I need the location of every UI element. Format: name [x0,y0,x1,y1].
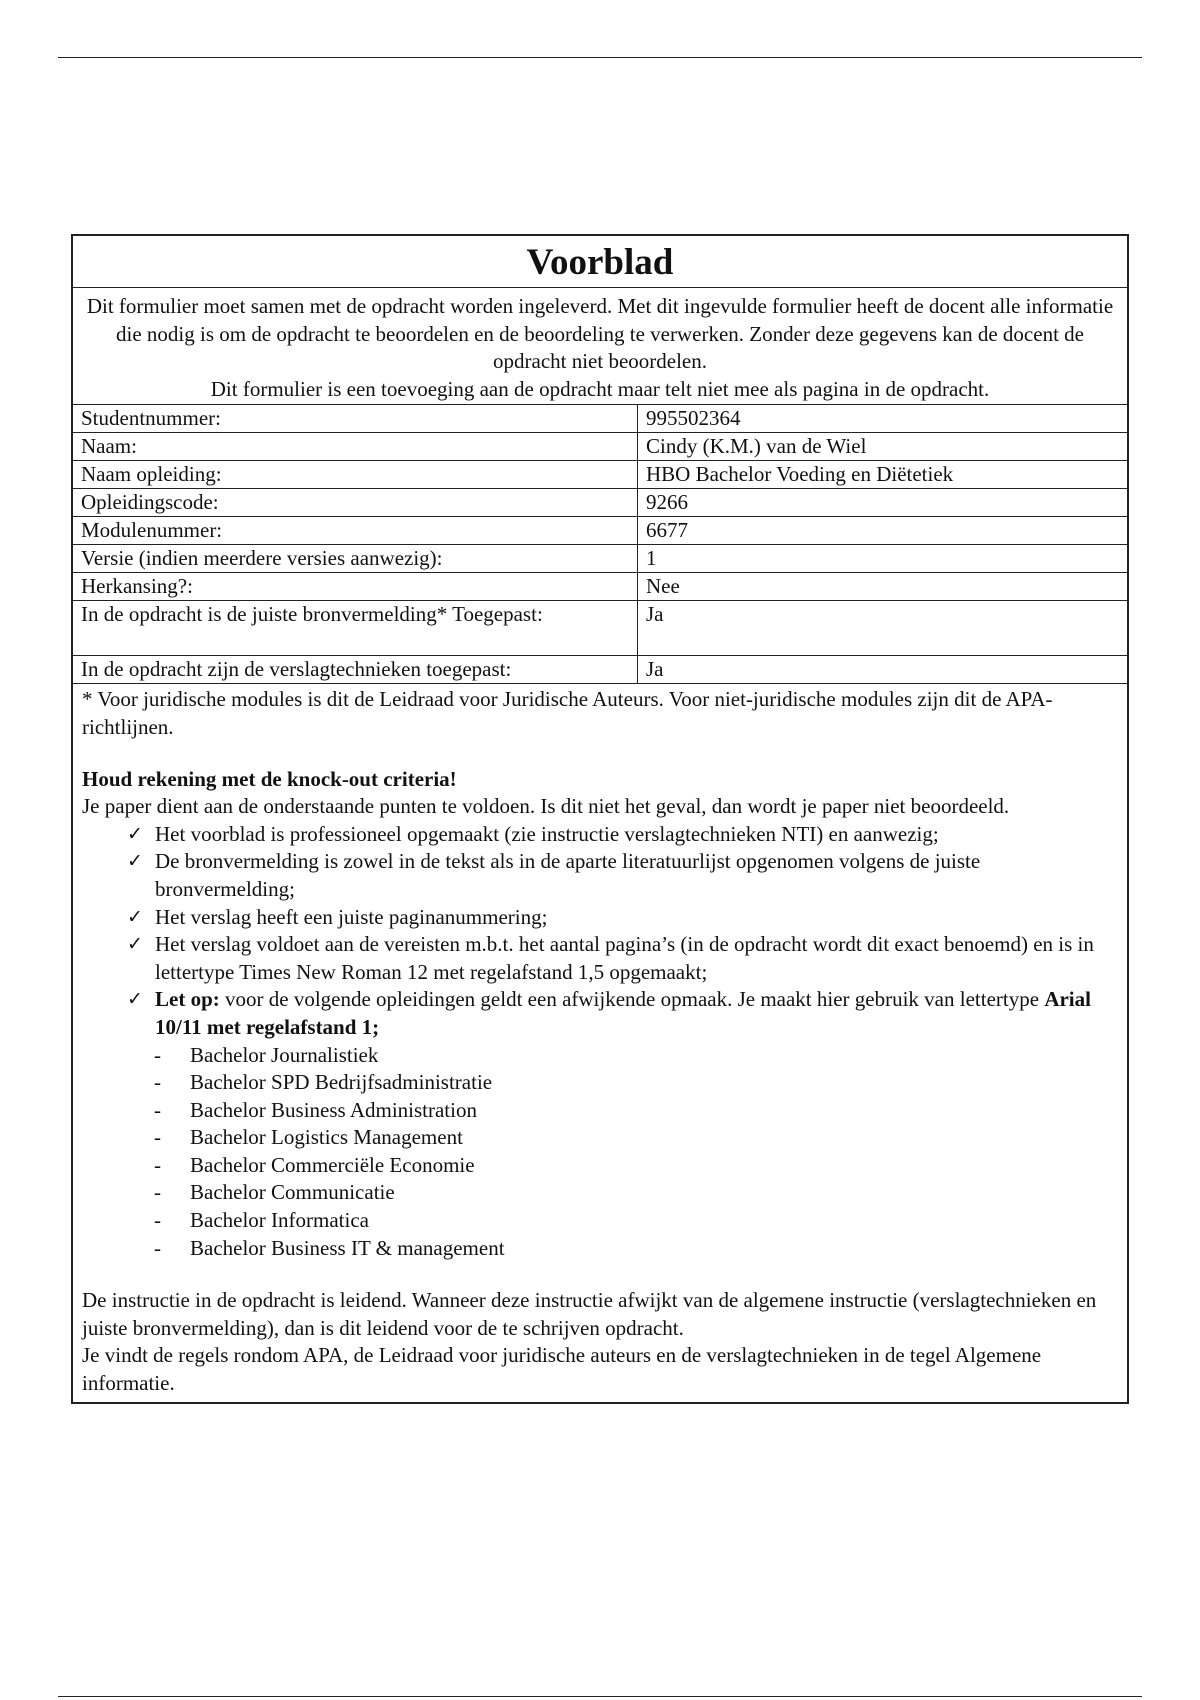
table-row [73,461,1127,489]
table-row [73,517,1127,545]
form-title: Voorblad [73,236,1127,288]
checkmark-icon: ✓ [127,988,143,1011]
intro-text [73,288,1127,405]
student-info-table [73,405,1127,684]
footnote: * Voor juridische modules is dit de Leidraad voor Juridische Auteurs. Voor niet-juridische modules zijn dit de APA-richtlijnen. [82,687,1053,739]
knockout-heading: Houd rekening met de knock-out criteria! [82,766,457,791]
field-label: Studentnummer: [73,405,638,433]
field-value: 6677 [638,517,1128,545]
list-item: ✓ Het verslag voldoet aan de vereisten m.b.t. het aantal pagina’s (in de opdracht wordt dit exact benoemd) en is in lettertype Times New Roman 12 met regelafstand 1,5 opgemaakt; [127,932,1094,984]
list-item: ✓ Het voorblad is professioneel opgemaakt (zie instructie verslagtechnieken NTI) en aanwezig; [127,821,1119,849]
field-label: In de opdracht is de juiste bronvermelding* Toegepast: [73,601,638,656]
table-row [73,601,1127,656]
footer-rule [58,1696,1142,1697]
field-label: Naam: [73,433,638,461]
table-row [73,545,1127,573]
field-label: Naam opleiding: [73,461,638,489]
intro-paragraph: Dit formulier is een toevoeging aan de opdracht maar telt niet mee als pagina in de opdracht. [210,376,990,401]
list-item: ✓ Let op: voor de volgende opleidingen geldt een afwijkende opmaak. Je maakt hier gebruik van lettertype Arial 10/11 met regelafstand 1; [127,987,1091,1039]
table-row [73,405,1127,433]
list-item: - Bachelor Commerciële Economie [154,1152,475,1177]
field-label: Modulenummer: [73,517,638,545]
field-label: Opleidingscode: [73,489,638,517]
table-row [73,656,1127,684]
checkmark-icon: ✓ [127,850,143,873]
cover-form [71,234,1129,1404]
field-label: Versie (indien meerdere versies aanwezig): [73,545,638,573]
intro-paragraph: Dit formulier moet samen met de opdracht worden ingeleverd. Met dit ingevulde formulier heeft de docent alle informatie die nodig is om de opdracht te beoordelen en de beoordeling te verwerken. Zonder deze gegevens kan de docent de opdracht niet beoordelen. [86,294,1114,374]
closing-paragraph: De instructie in de opdracht is leidend. Wanneer deze instructie afwijkt van de algemene instructie (verslagtechnieken en juiste bronvermelding), dan is dit leidend voor de te schrijven opdracht. [82,1288,1097,1340]
knockout-checklist [82,821,1119,1042]
table-row [73,489,1127,517]
list-item: ✓ De bronvermelding is zowel in de tekst als in de aparte literatuurlijst opgenomen volgens de juiste bronvermelding; [127,849,981,901]
field-value: HBO Bachelor Voeding en Diëtetiek [638,461,1128,489]
field-value: Ja [638,656,1128,684]
field-label: In de opdracht zijn de verslagtechnieken toegepast: [73,656,638,684]
field-value: Cindy (K.M.) van de Wiel [638,433,1128,461]
list-item: ✓ Het verslag heeft een juiste paginanummering; [127,904,1119,932]
checkmark-icon: ✓ [127,933,143,956]
field-label: Herkansing?: [73,573,638,601]
list-item: - Bachelor Informatica [154,1208,369,1233]
header-rule [58,57,1142,58]
field-value: 1 [638,545,1128,573]
checkmark-icon: ✓ [127,822,143,845]
list-item: - Bachelor Communicatie [154,1180,395,1205]
checkmark-icon: ✓ [127,905,143,928]
field-value: Nee [638,573,1128,601]
field-value: 9266 [638,489,1128,517]
table-row [73,573,1127,601]
list-item: - Bachelor SPD Bedrijfsadministratie [154,1070,493,1095]
field-value: 995502364 [638,405,1128,433]
knockout-text: Je paper dient aan de onderstaande punten te voldoen. Is dit niet het geval, dan wordt je paper niet beoordeeld. [82,794,1010,819]
closing-paragraph: Je vindt de regels rondom APA, de Leidraad voor juridische auteurs en de verslagtechnieken in de tegel Algemene informatie. [82,1343,1042,1396]
list-item: - Bachelor Business IT & management [154,1235,505,1260]
notes-section [73,684,1127,1401]
table-row [73,433,1127,461]
list-item: - Bachelor Journalistiek [154,1042,379,1067]
list-item: - Bachelor Business Administration [154,1097,477,1122]
program-list [82,1042,1119,1263]
field-value: Ja [638,601,1128,656]
list-item: - Bachelor Logistics Management [154,1125,463,1150]
